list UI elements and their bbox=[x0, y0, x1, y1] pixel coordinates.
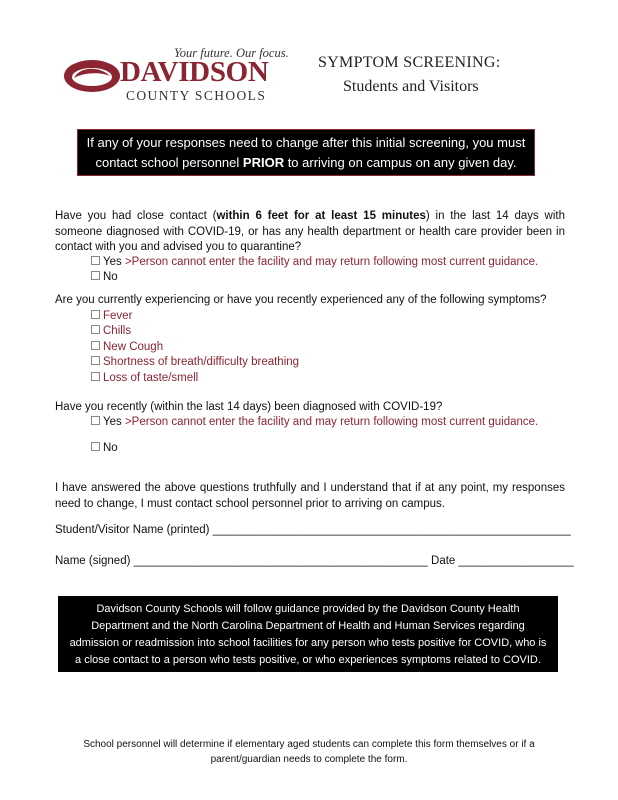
checkbox-icon[interactable] bbox=[91, 325, 100, 334]
checkbox-icon[interactable] bbox=[91, 271, 100, 280]
symptom-option-cough[interactable]: New Cough bbox=[91, 340, 163, 355]
guidance-line3: admission or readmission into school facilities for any person who tests positive for COVID, who is bbox=[69, 637, 547, 649]
q3-yes-option[interactable]: Yes >Person cannot enter the facility and may return following most current guidance. bbox=[91, 415, 538, 430]
logo-brand-subtitle: COUNTY SCHOOLS bbox=[126, 88, 267, 103]
checkbox-icon[interactable] bbox=[91, 310, 100, 319]
question-close-contact: Have you had close contact (within 6 feet for at least 15 minutes) in the last 14 days with someone diagnosed with COVID-19, or has any health department or health care provider been in contact with you and advised you to quarantine? bbox=[55, 210, 566, 253]
guidance-box bbox=[58, 596, 558, 672]
symptom-option-taste[interactable]: Loss of taste/smell bbox=[91, 371, 198, 386]
document-subtitle: Students and Visitors bbox=[343, 78, 479, 95]
symptom-option-breath[interactable]: Shortness of breath/difficulty breathing bbox=[91, 355, 299, 370]
checkbox-icon[interactable] bbox=[91, 356, 100, 365]
printed-name-field[interactable]: Student/Visitor Name (printed) ________________________________________________________ bbox=[55, 524, 571, 536]
logo-tagline: Your future. Our focus. bbox=[174, 46, 289, 60]
guidance-line2: Department and the North Carolina Department of Health and Human Services regarding bbox=[91, 620, 525, 632]
attestation-text: I have answered the above questions truthfully and I understand that if at any point, my responses need to change, I must contact school personnel prior to arriving on campus. bbox=[55, 482, 565, 510]
notice-box bbox=[77, 129, 535, 176]
q3-no-option[interactable]: No bbox=[91, 441, 118, 456]
checkbox-icon[interactable] bbox=[91, 372, 100, 381]
symptom-option-chills[interactable]: Chills bbox=[91, 324, 131, 339]
q1-no-option[interactable]: No bbox=[91, 270, 118, 285]
signed-name-date-field[interactable]: Name (signed) ______________________________________________ Date __________________ bbox=[55, 555, 574, 567]
question-symptoms: Are you currently experiencing or have you recently experienced any of the following symptoms? bbox=[55, 294, 547, 306]
notice-emphasis: PRIOR bbox=[242, 155, 285, 170]
checkbox-icon[interactable] bbox=[91, 416, 100, 425]
document-title: SYMPTOM SCREENING: bbox=[318, 54, 501, 71]
checkbox-icon[interactable] bbox=[91, 341, 100, 350]
guidance-line1: Davidson County Schools will follow guidance provided by the Davidson County Health bbox=[96, 603, 520, 615]
q1-yes-note: >Person cannot enter the facility and may return following most current guidance. bbox=[124, 256, 539, 268]
symptom-option-fever[interactable]: Fever bbox=[91, 309, 132, 324]
checkbox-icon[interactable] bbox=[91, 442, 100, 451]
q1-yes-option[interactable]: Yes >Person cannot enter the facility and may return following most current guidance. bbox=[91, 255, 538, 270]
notice-line1: If any of your responses need to change after this initial screening, you must bbox=[86, 135, 526, 150]
question-diagnosed: Have you recently (within the last 14 days) been diagnosed with COVID-19? bbox=[55, 401, 443, 413]
checkbox-icon[interactable] bbox=[91, 256, 100, 265]
q3-yes-note: >Person cannot enter the facility and may return following most current guidance. bbox=[124, 416, 539, 428]
notice-line2: contact school personnel PRIOR to arriving on campus on any given day. bbox=[95, 155, 517, 170]
footer-note: School personnel will determine if elementary aged students can complete this form themselves or if a parent/guardian needs to complete the form. bbox=[83, 739, 535, 765]
guidance-line4: a close contact to a person who tests positive, or who experiences symptoms related to COVID. bbox=[75, 654, 541, 666]
logo-brand-name: DAVIDSON bbox=[120, 56, 269, 88]
logo-swoosh-icon bbox=[62, 56, 122, 96]
